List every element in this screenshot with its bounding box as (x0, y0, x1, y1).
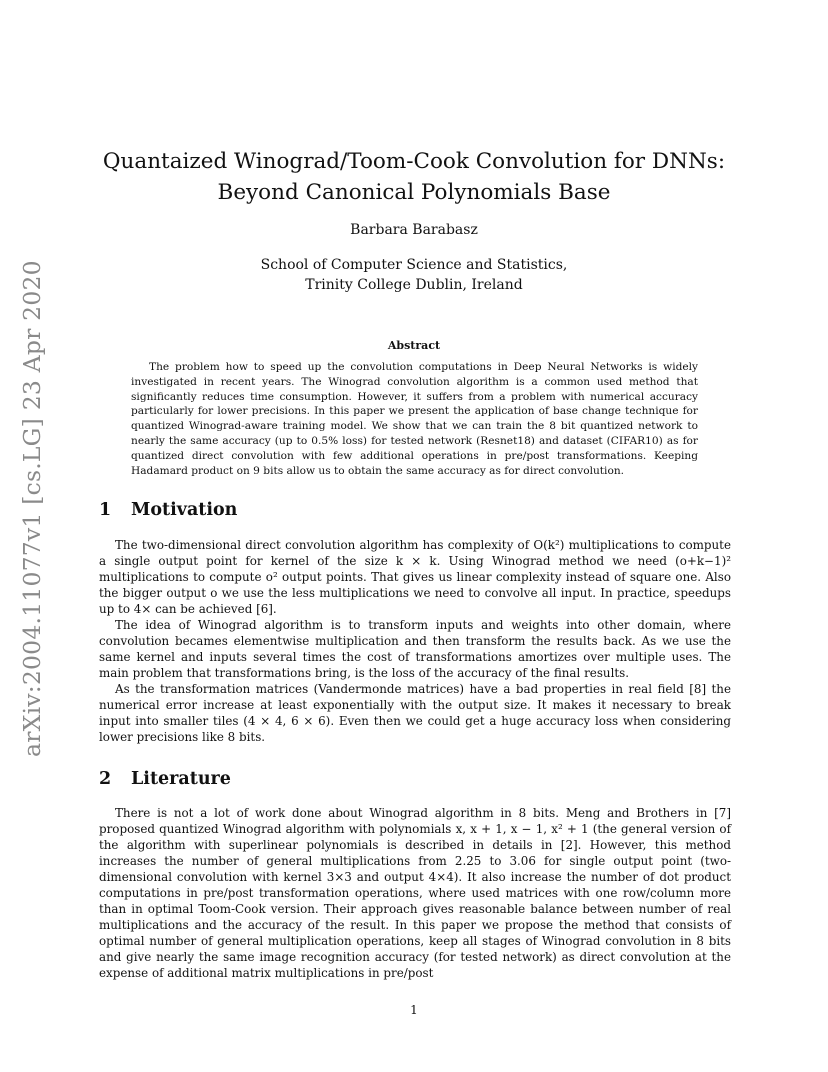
abstract-body: The problem how to speed up the convolution computations in Deep Neural Networks is widely investigated in recent years. The Winograd convolution algorithm is a common used method that significantly reduces time consumption. However, it suffers from a problem with numerical accuracy particularly for lower precisions. In this paper we present the application of base change technique for quantized Winograd-aware training model. We show that we can train the 8 bit quantized network to nearly the same accuracy (up to 0.5% loss) for tested network (Resnet18) and dataset (CIFAR10) as for quantized direct convolution with few additional operations in pre/post transformations. Keeping Hadamard product on 9 bits allow us to obtain the same accuracy as for direct convolution. (131, 361, 698, 477)
paragraph: As the transformation matrices (Vandermonde matrices) have a bad properties in real field [8] the numerical error increase at least exponentially with the output size. It makes it necessary to break input into smaller tiles (4 × 4, 6 × 6). Even then we could get a huge accuracy loss when considering lower precisions like 8 bits. (99, 682, 731, 744)
section-heading-literature (99, 769, 231, 789)
page-number: 1 (410, 1003, 418, 1017)
title-line-1: Quantaized Winograd/Toom-Cook Convolution for DNNs: (102, 149, 726, 174)
paper-title (0, 146, 828, 208)
author: Barbara Barabasz (350, 222, 478, 238)
section-title: Motivation (131, 500, 238, 520)
section-heading-motivation (99, 500, 237, 520)
section-number: 1 (99, 500, 112, 520)
paragraph: The idea of Winograd algorithm is to transform inputs and weights into other domain, where convolution becames elementwise multiplication and then transform the results back. As we use the same kernel and inputs several times the cost of transformations amortizes over multiple uses. The main problem that transformations bring, is the loss of the accuracy of the final results. (99, 618, 731, 680)
section-title: Literature (131, 769, 231, 789)
section-body-literature (99, 805, 731, 981)
section-number: 2 (99, 769, 112, 789)
affiliation-line-2: Trinity College Dublin, Ireland (305, 277, 523, 293)
section-body-motivation (99, 537, 731, 745)
arxiv-stamp: arXiv:2004.11077v1 [cs.LG] 23 Apr 2020 (18, 260, 46, 757)
affiliation-line-1: School of Computer Science and Statistics, (260, 257, 568, 273)
paragraph: The two-dimensional direct convolution algorithm has complexity of O(k²) multiplications to compute a single output point for kernel of the size k × k. Using Winograd method we need (o+k−1)² multiplications to compute o² output points. That gives us linear complexity instead of square one. Also the bigger output o we use the less multiplications we need to convolve all input. In practice, speedups up to 4× can be achieved [6]. (99, 538, 731, 616)
title-line-2: Beyond Canonical Polynomials Base (217, 180, 611, 205)
abstract-heading: Abstract (387, 339, 441, 352)
paragraph: There is not a lot of work done about Winograd algorithm in 8 bits. Meng and Brothers in [7] proposed quantized Winograd algorithm with polynomials x, x + 1, x − 1, x² + 1 (the general version of the algorithm with superlinear polynomials is described in details in [2]. However, this method increases the number of general multiplications from 2.25 to 3.06 for single output point (two-dimensional convolution with kernel 3×3 and output 4×4). It also increase the number of dot product computations in pre/post transformation operations, where used matrices with one row/column more than in optimal Toom-Cook version. Their approach gives reasonable balance between number of real multiplications and the accuracy of the result. In this paper we propose the method that consists of optimal number of general multiplication operations, keep all stages of Winograd convolution in 8 bits and give nearly the same image recognition accuracy (for tested network) as direct convolution at the expense of additional matrix multiplications in pre/post (99, 806, 731, 980)
affiliation (0, 255, 828, 295)
